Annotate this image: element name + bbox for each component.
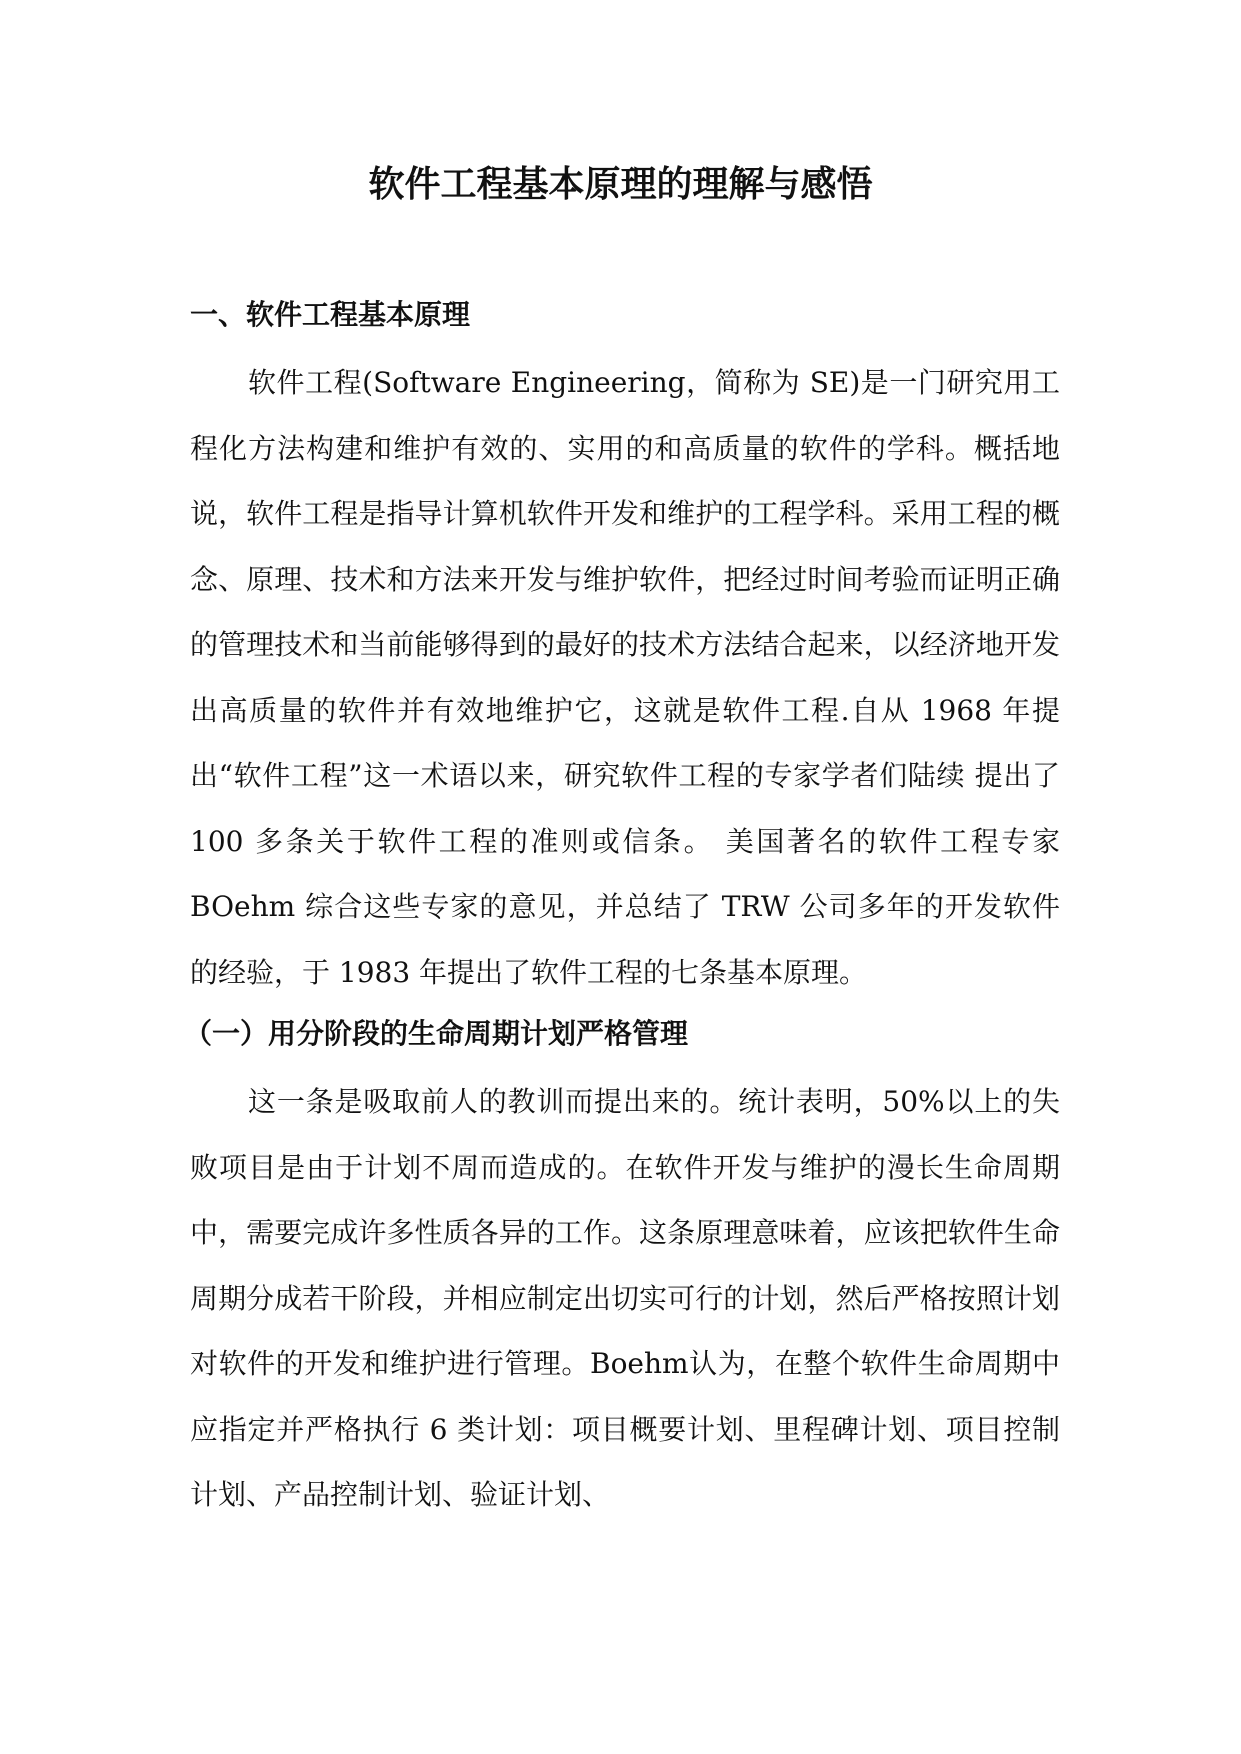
subsection-heading: （一）用分阶段的生命周期计划严格管理 <box>184 1017 689 1050</box>
section-paragraph: 软件工程(Software Engineering，简称为 SE)是一门研究用工程化方法构建和维护有效的、实用的和高质量的软件的学科。概括地说，软件工程是指导计算机软件开发和维护的工程学科。采用工程的概念、原理、技术和方法来开发与维护软件，把经过时间考验而证明正确的管理技术和当前能够得到的最好的技术方法结合起来，以经济地开发出高质量的软件并有效地维护它，这就是软件工程.自从 1968 年提出“软件工程”这一术语以来，研究软件工程的专家学者们陆续 提出了 100 多条关于软件工程的准则或信条。 美国著名的软件工程专家 BOehm 综合这些专家的意见，并总结了 TRW 公司多年的开发软件的经验，于 1983 年提出了软件工程的七条基本原理。 <box>190 366 1060 989</box>
section-heading: 一、软件工程基本原理 <box>190 298 471 331</box>
document-title: 软件工程基本原理的理解与感悟 <box>368 163 873 205</box>
subsection-paragraph: 这一条是吸取前人的教训而提出来的。统计表明，50%以上的失败项目是由于计划不周而造成的。在软件开发与维护的漫长生命周期中，需要完成许多性质各异的工作。这条原理意味着，应该把软件生命周期分成若干阶段，并相应制定出切实可行的计划，然后严格按照计划对软件的开发和维护进行管理。Boehm认为，在整个软件生命周期中应指定并严格执行 6 类计划：项目概要计划、里程碑计划、项目控制计划、产品控制计划、验证计划、 <box>190 1085 1060 1511</box>
document-body <box>184 290 1060 1532</box>
